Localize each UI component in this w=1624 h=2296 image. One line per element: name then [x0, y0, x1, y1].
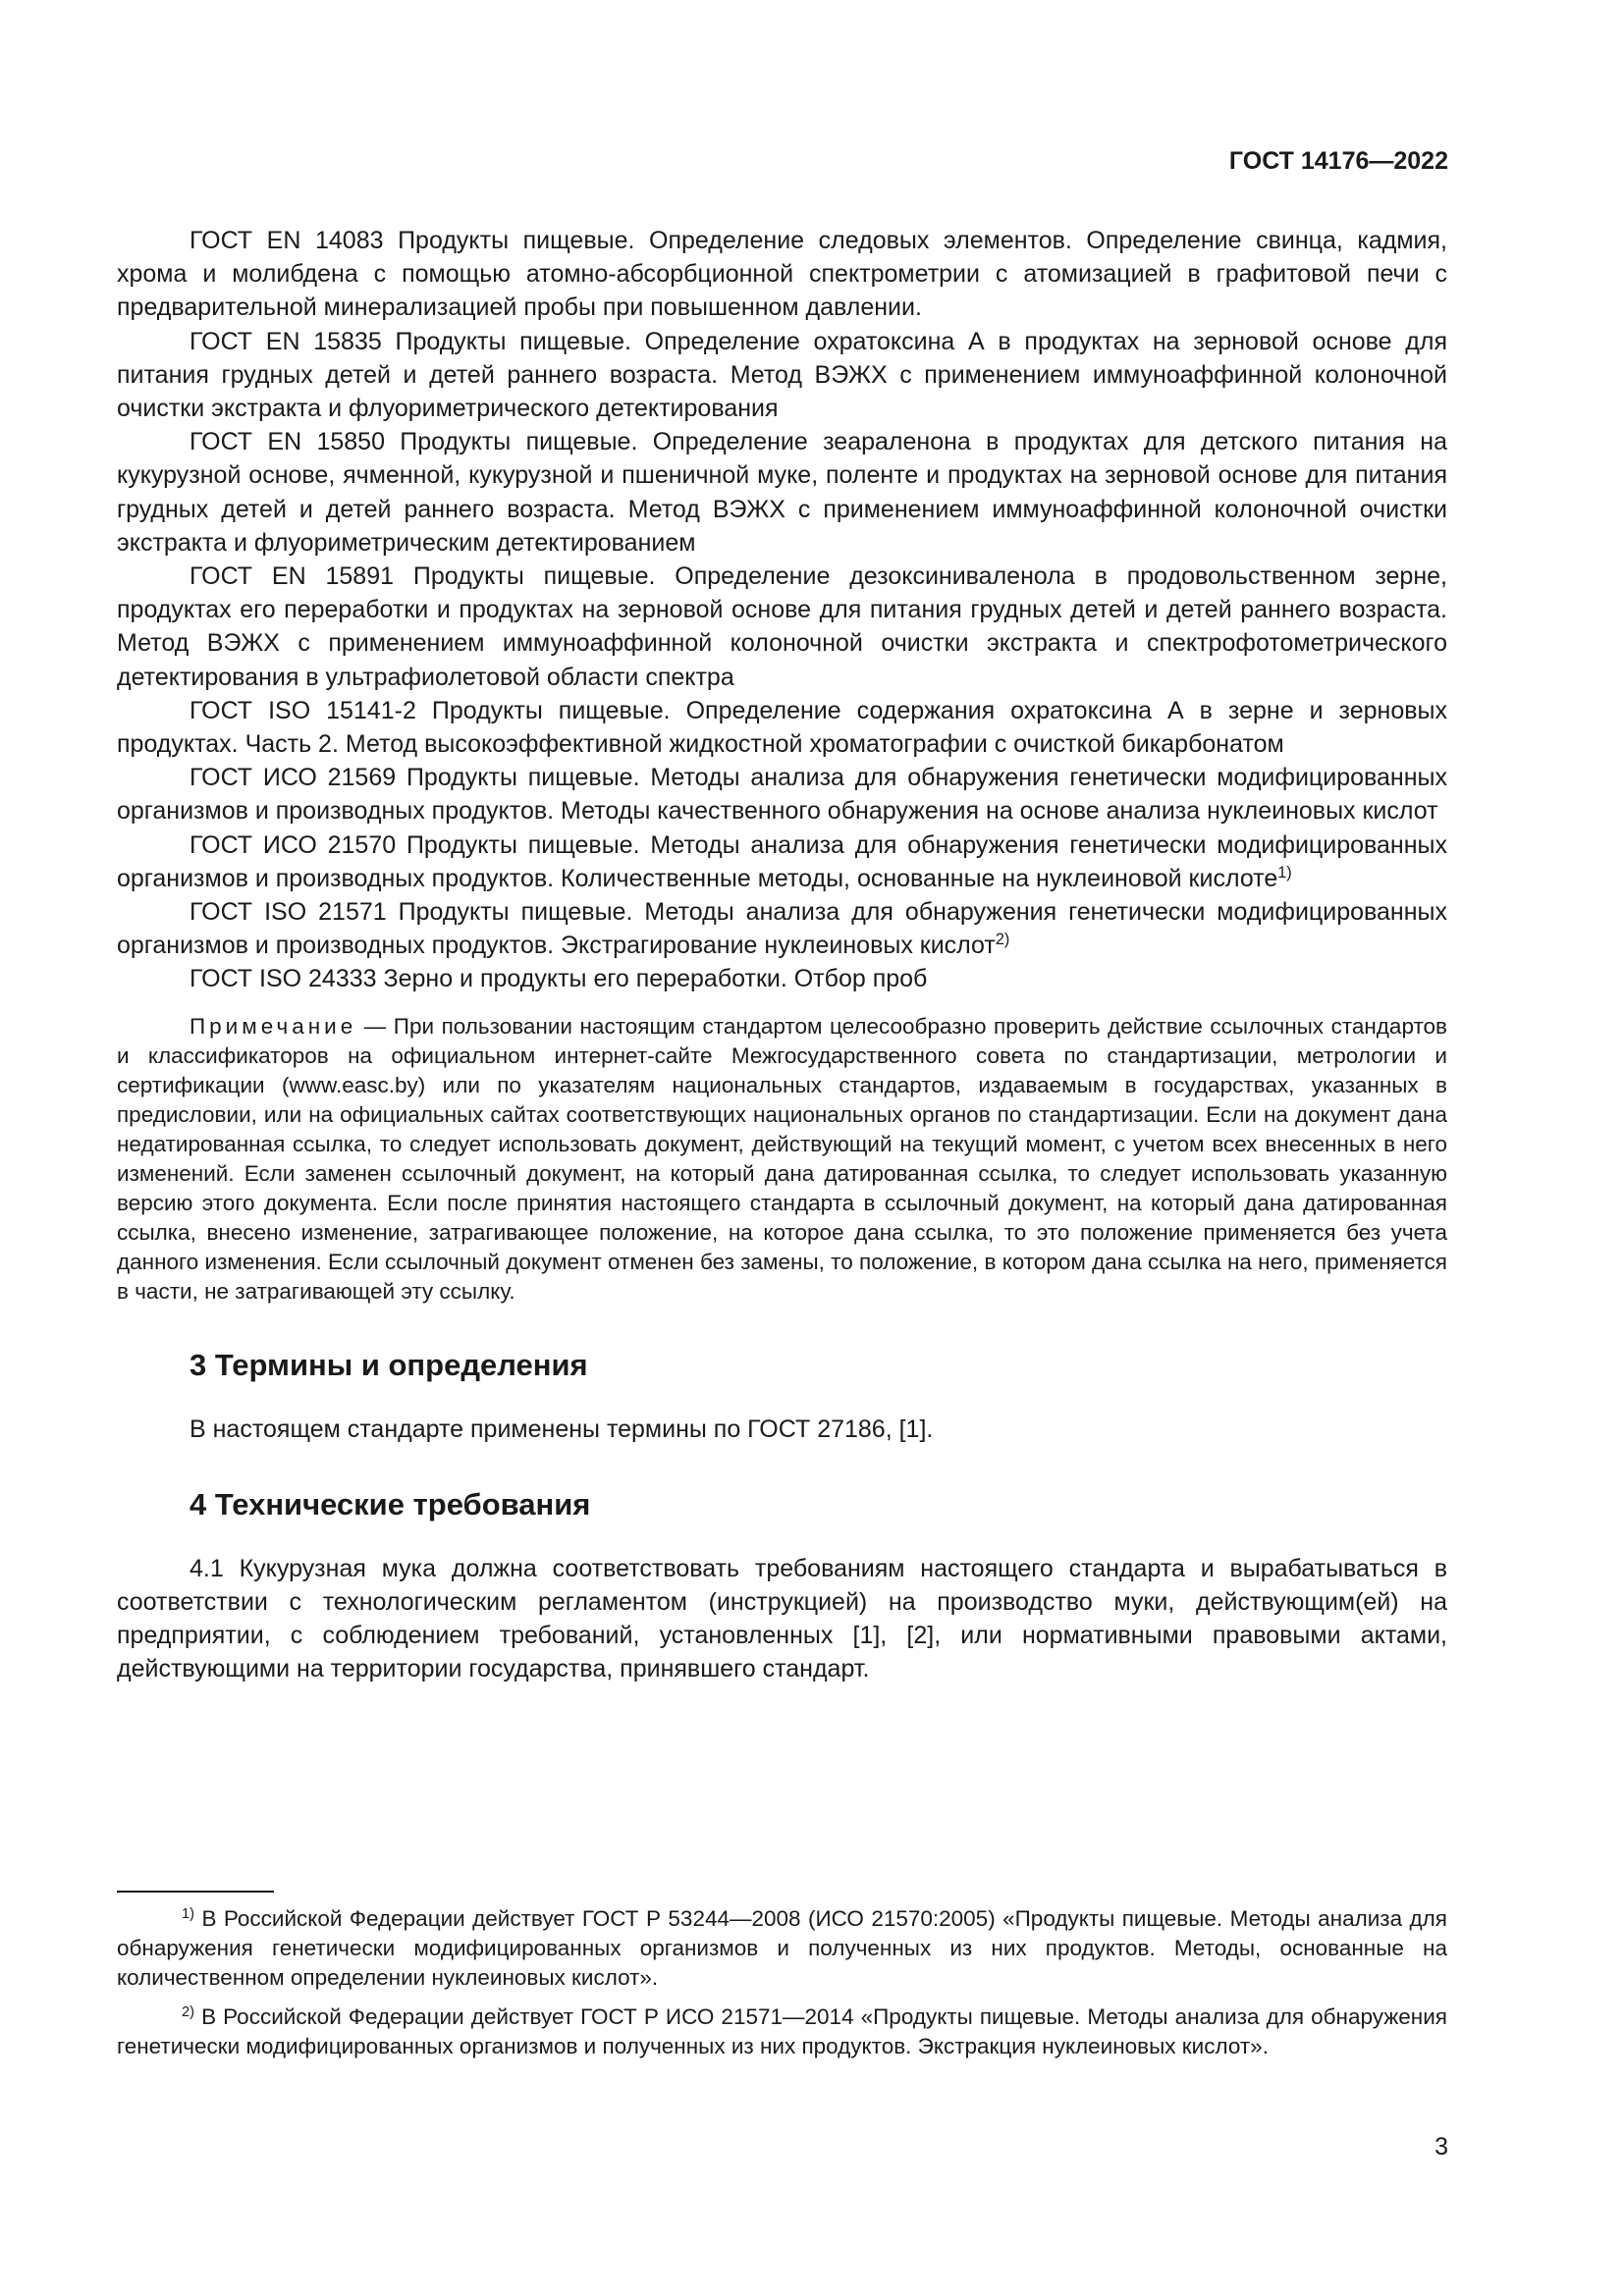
reference-item: ГОСТ ISO 15141-2 Продукты пищевые. Определение содержания охратоксина А в зерне и зерновых продуктах. Часть 2. Метод высокоэффективной жидкостной хроматографии с очисткой бикарбонатом	[117, 696, 1447, 759]
reference-item: ГОСТ EN 15891 Продукты пищевые. Определение дезоксиниваленола в продовольственном зерне, продуктах его переработки и продуктах на зерновой основе для питания грудных детей и детей раннего возраста. Метод ВЭЖХ с применением иммуноаффинной колоночной очистки экстракта и спектрофотометрического детектирования в ультрафиолетовой области спектра	[117, 562, 1447, 691]
note-label: Примечание	[189, 1013, 357, 1039]
reference-item: ГОСТ EN 15835 Продукты пищевые. Определение охратоксина А в продуктах на зерновой основе для питания грудных детей и детей раннего возраста. Метод ВЭЖХ с применением иммуноаффинной колоночной очистки экстракта и флуориметрического детектирования	[117, 327, 1447, 423]
reference-item	[117, 828, 1447, 895]
reference-item: ГОСТ EN 15850 Продукты пищевые. Определение зеараленона в продуктах для детского питания на кукурузной основе, ячменной, кукурузной и пшеничной муке, поленте и продуктах на зерновой основе для питания грудных детей и детей раннего возраста. Метод ВЭЖХ с применением иммуноаффинной колоночной очистки экстракта и флуориметрическим детектированием	[117, 428, 1447, 557]
footnote-text: В Российской Федерации действует ГОСТ Р 53244—2008 (ИСО 21570:2005) «Продукты пищевые. Методы анализа для обнаружения генетически модифицированных организмов и полученных из них продуктов. Методы, основанные на количественном определении нуклеиновых кислот».	[117, 1906, 1447, 1990]
footnote-text: В Российской Федерации действует ГОСТ Р ИСО 21571—2014 «Продукты пищевые. Методы анализа для обнаружения генетически модифицированных организмов и полученных из них продуктов. Экстракция нуклеиновых кислот».	[117, 2004, 1447, 2058]
note-block	[117, 1012, 1447, 1307]
footnote-item	[117, 2002, 1447, 2061]
footnote-mark: 1)	[182, 1905, 194, 1922]
reference-text: ГОСТ ISO 21571 Продукты пищевые. Методы анализа для обнаружения генетически модифицированных организмов и производных продуктов. Экстрагирование нуклеиновых кислот	[117, 898, 1447, 960]
document-header: ГОСТ 14176—2022	[1228, 147, 1448, 175]
section-3-heading: 3 Термины и определения	[189, 1347, 588, 1382]
footnote-marker[interactable]: 1)	[1277, 863, 1292, 881]
section-4-heading: 4 Технические требования	[189, 1486, 591, 1522]
footnote-mark: 2)	[182, 2003, 194, 2020]
reference-item: ГОСТ ИСО 21569 Продукты пищевые. Методы анализа для обнаружения генетически модифицированных организмов и производных продуктов. Методы качественного обнаружения на основе анализа нуклеиновых кислот	[117, 764, 1447, 826]
note-text: — При пользовании настоящим стандартом целесообразно проверить действие ссылочных стандартов и классификаторов на официальном интернет-сайте Межгосударственного совета по стандартизации, метрологии и сертификации (www.easc.by) или по указателям национальных стандартов, издаваемым в государствах, указанных в предисловии, или на официальных сайтах соответствующих национальных органов по стандартизации. Если на документ дана недатированная ссылка, то следует использовать документ, действующий на текущий момент, с учетом всех внесенных в него изменений. Если заменен ссылочный документ, на который дана датированная ссылка, то следует использовать указанную версию этого документа. Если после принятия настоящего стандарта в ссылочный документ, на который дана датированная ссылка, внесено изменение, затрагивающее положение, на которое дана ссылка, то это положение применяется без учета данного изменения. Если ссылочный документ отменен без замены, то положение, в котором дана ссылка на него, применяется в части, не затрагивающей эту ссылку.	[117, 1013, 1447, 1304]
footnote-item	[117, 1904, 1447, 1993]
footnote-divider	[117, 1891, 274, 1893]
section-3-text: В настоящем стандарте применены термины по ГОСТ 27186, [1].	[189, 1415, 934, 1443]
reference-item: ГОСТ ISO 24333 Зерно и продукты его переработки. Отбор проб	[189, 965, 928, 993]
main-text	[117, 224, 1447, 1686]
reference-item: ГОСТ EN 14083 Продукты пищевые. Определение следовых элементов. Определение свинца, кадмия, хрома и молибдена с помощью атомно-абсорбционной спектрометрии с атомизацией в графитовой печи с предварительной минерализацией пробы при повышенном давлении.	[117, 227, 1447, 322]
reference-text: ГОСТ ИСО 21570 Продукты пищевые. Методы анализа для обнаружения генетически модифицированных организмов и производных продуктов. Количественные методы, основанные на нуклеиновой кислоте	[117, 830, 1447, 892]
footnote-marker[interactable]: 2)	[995, 931, 1010, 949]
page-number: 3	[1435, 2133, 1448, 2161]
section-4-text: 4.1 Кукурузная мука должна соответствовать требованиям настоящего стандарта и вырабатываться в соответствии с технологическим регламентом (инструкцией) на производство муки, действующим(ей) на предприятии, с соблюдением требований, установленных [1], [2], или нормативными правовыми актами, действующими на территории государства, принявшего стандарт.	[117, 1554, 1447, 1683]
reference-item	[117, 895, 1447, 962]
footnotes	[117, 1904, 1447, 2071]
